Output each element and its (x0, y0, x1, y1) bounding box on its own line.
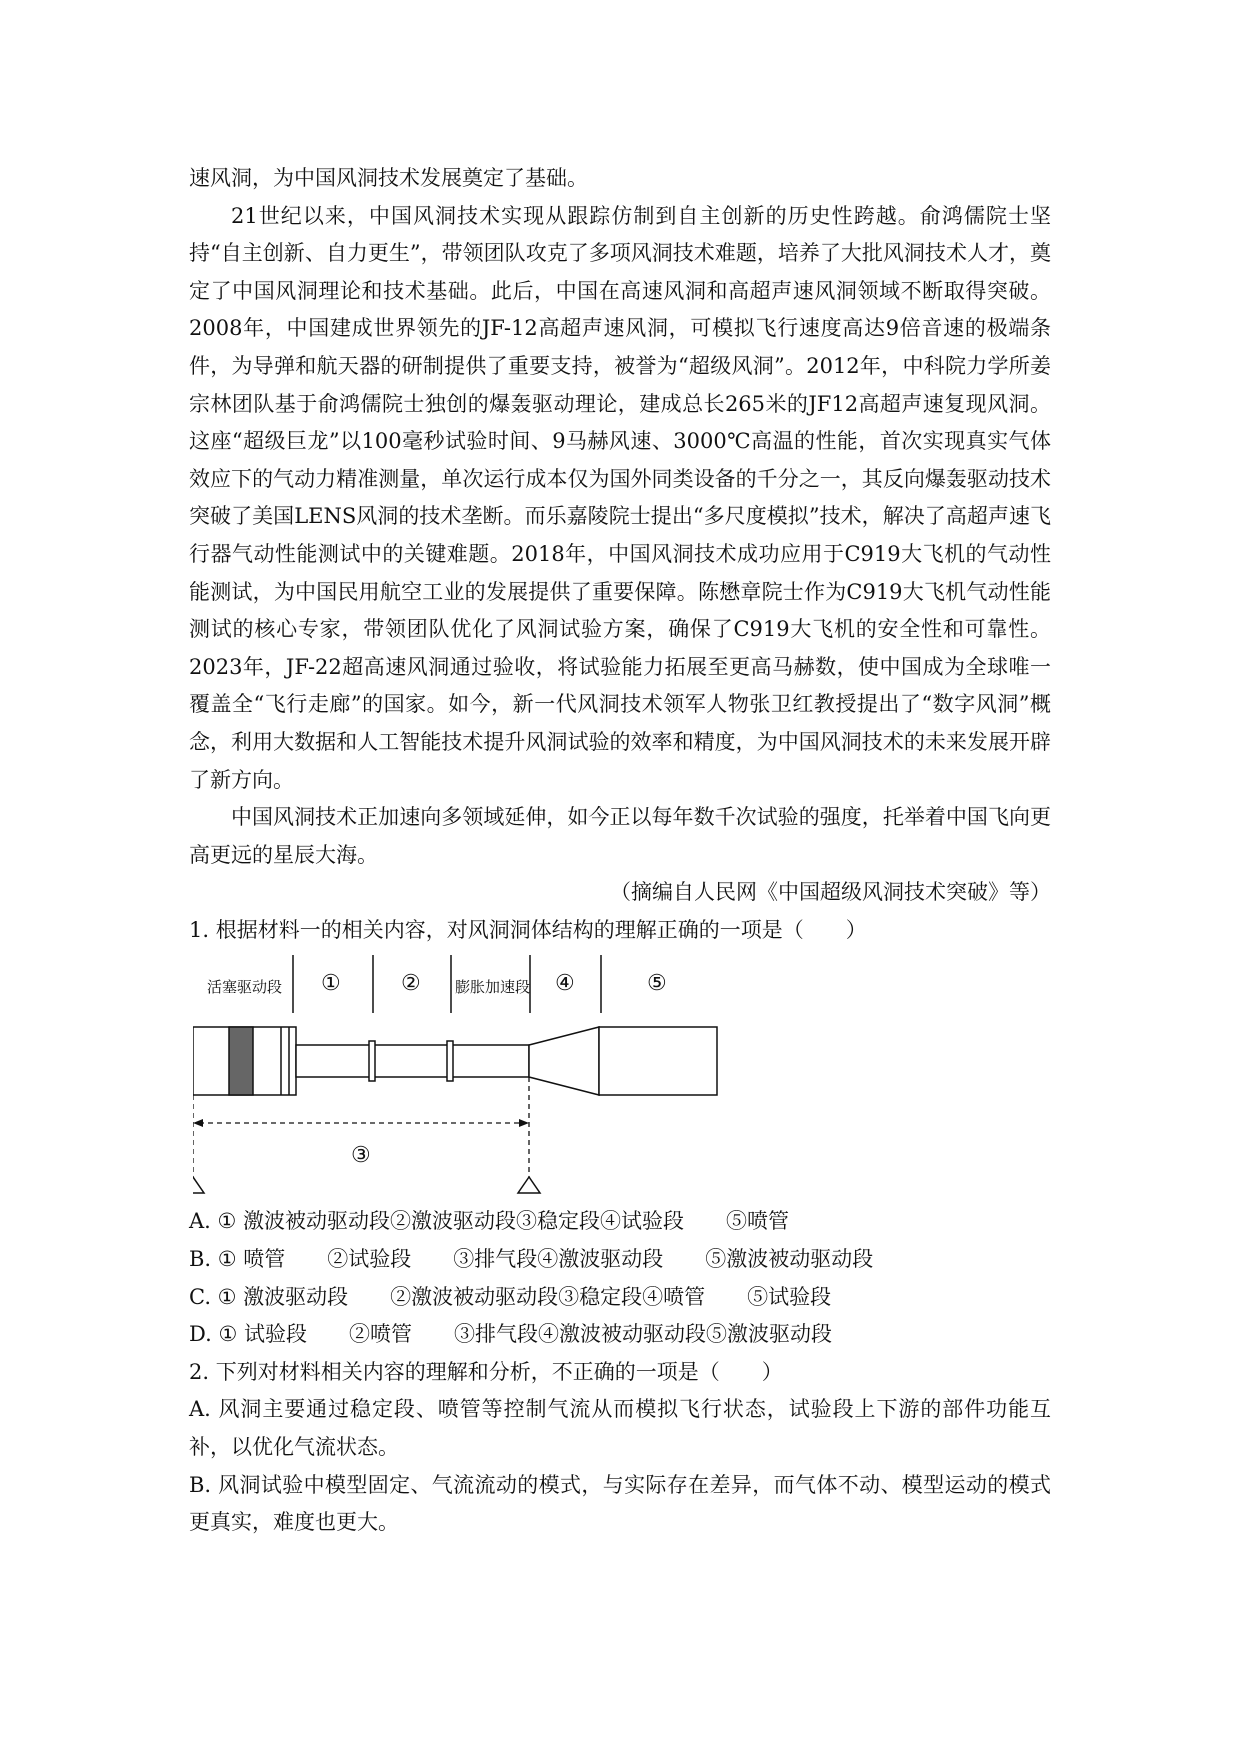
source-citation: （摘编自人民网《中国超级风洞技术突破》等） (610, 880, 1051, 905)
arrow-right-icon (519, 1119, 529, 1127)
paragraph-conclusion: 中国风洞技术正加速向多领域延伸，如今正以每年数千次试验的强度，托举着中国飞向更高更远的星辰大海。 (189, 805, 1051, 867)
arrow-left-icon (193, 1119, 203, 1127)
document-page (189, 160, 1051, 1542)
diaphragm (369, 1041, 375, 1081)
q1-option-b: B. ① 喷管 ②试验段 ③排气段④激波驱动段 ⑤激波被动驱动段 (189, 1247, 874, 1272)
question-2-stem: 2. 下列对材料相关内容的理解和分析，不正确的一项是（ ） (189, 1359, 783, 1384)
q1-option-d: D. ① 试验段 ②喷管 ③排气段④激波被动驱动段⑤激波驱动段 (189, 1322, 832, 1347)
question-1-stem: 1. 根据材料一的相关内容，对风洞洞体结构的理解正确的一项是（ ） (189, 917, 867, 942)
paragraph-history: 21世纪以来，中国风洞技术实现从跟踪仿制到自主创新的历史性跨越。俞鸿儒院士坚持“自主创新、自力更生”，带领团队攻克了多项风洞技术难题，培养了大批风洞技术人才，奠定了中国风洞理论和技术基础。此后，中国在高速风洞和高超声速风洞领域不断取得突破。2008年，中国建成世界领先的JF-12高超声速风洞，可模拟飞行速度高达9倍音速的极端条件，为导弹和航天器的研制提供了重要支持，被誉为“超级风洞”。2012年，中科院力学所姜宗林团队基于俞鸿儒院士独创的爆轰驱动理论，建成总长265米的JF12高超声速复现风洞。这座“超级巨龙”以100毫秒试验时间、9马赫风速、3000℃高温的性能，首次实现真实气体效应下的气动力精准测量，单次运行成本仅为国外同类设备的千分之一，其反向爆轰驱动技术突破了美国LENS风洞的技术垄断。而乐嘉陵院士提出“多尺度模拟”技术，解决了高超声速飞行器气动性能测试中的关键难题。2018年，中国风洞技术成功应用于C919大飞机的气动性能测试，为中国民用航空工业的发展提供了重要保障。陈懋章院士作为C919大飞机气动性能测试的核心专家，带领团队优化了风洞试验方案，确保了C919大飞机的安全性和可靠性。2023年，JF-22超高速风洞通过验收，将试验能力拓展至更高马赫数，使中国成为全球唯一覆盖全“飞行走廊”的国家。如今，新一代风洞技术领军人物张卫红教授提出了“数字风洞”概念，利用大数据和人工智能技术提升风洞试验的效率和精度，为中国风洞技术的未来发展开辟了新方向。 (189, 203, 1051, 792)
q1-option-a: A. ① 激波被动驱动段②激波驱动段③稳定段④试验段 ⑤喷管 (189, 1209, 790, 1234)
label-section-3: ③ (351, 1143, 371, 1169)
support-triangle-icon (193, 1177, 204, 1193)
label-section-4: ④ (555, 971, 575, 997)
diaphragm (447, 1041, 453, 1081)
paragraph-continuation: 速风洞，为中国风洞技术发展奠定了基础。 (189, 166, 588, 190)
piston (229, 1027, 253, 1095)
label-section-5: ⑤ (647, 971, 667, 997)
q1-option-c: C. ① 激波驱动段 ②激波被动驱动段③稳定段④喷管 ⑤试验段 (189, 1284, 832, 1309)
label-expansion-section: 膨胀加速段 (455, 978, 531, 997)
label-section-2: ② (401, 971, 421, 997)
nozzle-shape (529, 1027, 599, 1095)
q2-option-b: B. 风洞试验中模型固定、气流流动的模式，与实际存在差异，而气体不动、模型运动的模式更真实，难度也更大。 (189, 1472, 1051, 1535)
driver-tube (296, 1045, 529, 1077)
label-piston-section: 活塞驱动段 (207, 978, 283, 997)
wind-tunnel-diagram (193, 955, 813, 1195)
test-section-shape (599, 1027, 717, 1095)
label-section-1: ① (321, 971, 341, 997)
q2-option-a: A. 风洞主要通过稳定段、喷管等控制气流从而模拟飞行状态，试验段上下游的部件功能互补，以优化气流状态。 (189, 1397, 1051, 1460)
support-triangle-icon (518, 1177, 540, 1193)
